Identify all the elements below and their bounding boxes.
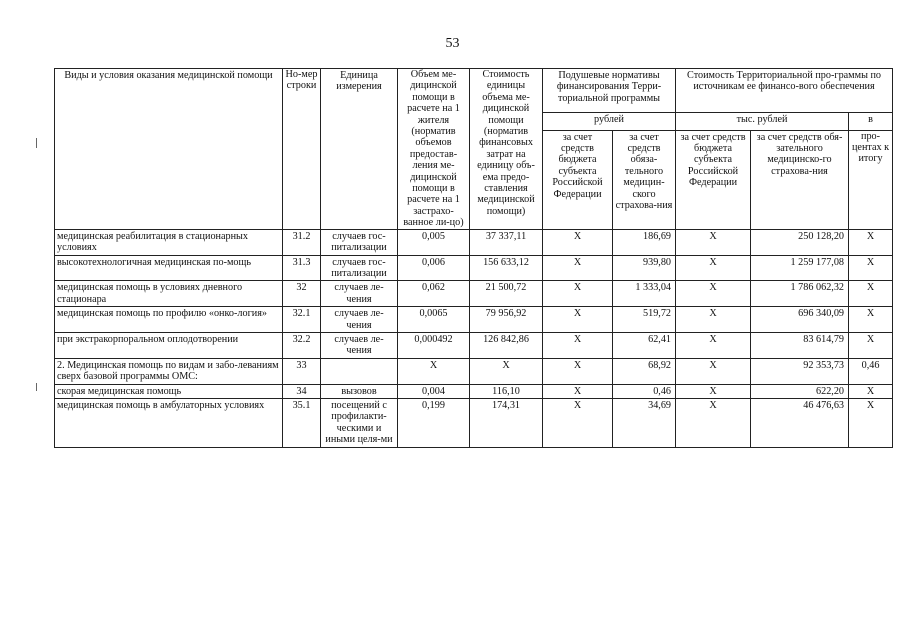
- row-cost: X: [470, 358, 543, 384]
- row-total-budget: X: [676, 384, 751, 398]
- row-volume: 0,000492: [398, 332, 470, 358]
- row-volume: 0,006: [398, 255, 470, 281]
- row-name: высокотехнологичная медицинская по-мощь: [55, 255, 283, 281]
- page-number: 53: [445, 36, 460, 51]
- row-number: 35.1: [283, 398, 321, 447]
- header-total-budget: за счет средств бюджета субъекта Российской Федерации: [676, 130, 751, 229]
- row-percent: 0,46: [849, 358, 893, 384]
- row-total-oms: 92 353,73: [751, 358, 849, 384]
- row-cost: 37 337,11: [470, 229, 543, 255]
- row-name: медицинская помощь в амбулаторных условиях: [55, 398, 283, 447]
- row-volume: 0,005: [398, 229, 470, 255]
- row-pc-oms: 1 333,04: [613, 281, 676, 307]
- row-total-budget: X: [676, 332, 751, 358]
- margin-mark: [36, 138, 37, 148]
- row-name: медицинская реабилитация в стационарных условиях: [55, 229, 283, 255]
- row-total-budget: X: [676, 358, 751, 384]
- row-unit: посещений с профилакти-ческими и иными целя-ми: [321, 398, 398, 447]
- row-total-oms: 46 476,63: [751, 398, 849, 447]
- row-unit: случаев гос-питализации: [321, 229, 398, 255]
- row-unit: вызовов: [321, 384, 398, 398]
- row-unit: случаев ле-чения: [321, 307, 398, 333]
- row-pc-oms: 62,41: [613, 332, 676, 358]
- row-cost: 21 500,72: [470, 281, 543, 307]
- row-total-oms: 1 259 177,08: [751, 255, 849, 281]
- row-number: 33: [283, 358, 321, 384]
- row-total-budget: X: [676, 307, 751, 333]
- table-row: [55, 332, 893, 358]
- row-cost: 116,10: [470, 384, 543, 398]
- row-pc-budget: X: [543, 398, 613, 447]
- table-row: [55, 384, 893, 398]
- table-row: [55, 229, 893, 255]
- row-cost: 126 842,86: [470, 332, 543, 358]
- row-total-budget: X: [676, 229, 751, 255]
- header-row-number: Но-мер строки: [283, 69, 321, 230]
- header-unit: Единица измерения: [321, 69, 398, 230]
- data-table: [54, 68, 893, 448]
- row-pc-budget: X: [543, 384, 613, 398]
- row-percent: X: [849, 398, 893, 447]
- row-pc-oms: 34,69: [613, 398, 676, 447]
- row-volume: 0,004: [398, 384, 470, 398]
- header-total-oms: за счет средств обя-зательного медицинско-го страхова-ния: [751, 130, 849, 229]
- row-name: 2. Медицинская помощь по видам и забо-леваниям сверх базовой программы ОМС:: [55, 358, 283, 384]
- row-number: 31.2: [283, 229, 321, 255]
- row-total-oms: 83 614,79: [751, 332, 849, 358]
- header-pc-budget: за счет средств бюджета субъекта Российской Федерации: [543, 130, 613, 229]
- row-pc-oms: 0,46: [613, 384, 676, 398]
- row-volume: 0,0065: [398, 307, 470, 333]
- row-name: при экстракорпоральном оплодотворении: [55, 332, 283, 358]
- row-pc-budget: X: [543, 332, 613, 358]
- row-total-budget: X: [676, 255, 751, 281]
- row-number: 32: [283, 281, 321, 307]
- row-name: медицинская помощь по профилю «онко-логия»: [55, 307, 283, 333]
- table-row: [55, 307, 893, 333]
- header-per-capita-unit: рублей: [543, 113, 676, 130]
- row-total-oms: 250 128,20: [751, 229, 849, 255]
- row-name: скорая медицинская помощь: [55, 384, 283, 398]
- header-kind: Виды и условия оказания медицинской помощи: [55, 69, 283, 230]
- row-pc-oms: 519,72: [613, 307, 676, 333]
- margin-mark: [36, 383, 37, 391]
- row-unit: [321, 358, 398, 384]
- row-pc-budget: X: [543, 307, 613, 333]
- row-name: медицинская помощь в условиях дневного стационара: [55, 281, 283, 307]
- header-percent-unit: в: [849, 113, 893, 130]
- row-cost: 79 956,92: [470, 307, 543, 333]
- table-row: [55, 255, 893, 281]
- row-total-oms: 696 340,09: [751, 307, 849, 333]
- row-number: 32.1: [283, 307, 321, 333]
- header-total-cost-group: Стоимость Территориальной про-граммы по источникам ее финансо-вого обеспечения: [676, 69, 893, 113]
- row-volume: X: [398, 358, 470, 384]
- row-percent: X: [849, 229, 893, 255]
- table-row: [55, 358, 893, 384]
- row-unit: случаев ле-чения: [321, 332, 398, 358]
- row-pc-oms: 186,69: [613, 229, 676, 255]
- row-volume: 0,199: [398, 398, 470, 447]
- row-number: 31.3: [283, 255, 321, 281]
- table-row: [55, 281, 893, 307]
- row-unit: случаев гос-питализации: [321, 255, 398, 281]
- row-total-oms: 1 786 062,32: [751, 281, 849, 307]
- header-total-unit: тыс. рублей: [676, 113, 849, 130]
- row-percent: X: [849, 307, 893, 333]
- row-total-budget: X: [676, 281, 751, 307]
- row-volume: 0,062: [398, 281, 470, 307]
- row-pc-budget: X: [543, 358, 613, 384]
- row-cost: 174,31: [470, 398, 543, 447]
- row-percent: X: [849, 384, 893, 398]
- row-percent: X: [849, 281, 893, 307]
- row-pc-budget: X: [543, 229, 613, 255]
- row-cost: 156 633,12: [470, 255, 543, 281]
- row-number: 32.2: [283, 332, 321, 358]
- row-pc-oms: 939,80: [613, 255, 676, 281]
- row-number: 34: [283, 384, 321, 398]
- row-total-oms: 622,20: [751, 384, 849, 398]
- row-unit: случаев ле-чения: [321, 281, 398, 307]
- row-pc-oms: 68,92: [613, 358, 676, 384]
- row-total-budget: X: [676, 398, 751, 447]
- header-volume: Объем ме-дицинской помощи в расчете на 1 жителя (норматив объемов предостав-ления ме-дицинской помощи в расчете на 1 застрахо-ванное ли-цо): [398, 69, 470, 230]
- header-percent: про-центах к итогу: [849, 130, 893, 229]
- row-percent: X: [849, 255, 893, 281]
- row-pc-budget: X: [543, 281, 613, 307]
- table-row: [55, 398, 893, 447]
- header-per-capita-group: Подушевые нормативы финансирования Терри-ториальной программы: [543, 69, 676, 113]
- row-pc-budget: X: [543, 255, 613, 281]
- header-pc-oms: за счет средств обяза-тельного медицин-ского страхова-ния: [613, 130, 676, 229]
- row-percent: X: [849, 332, 893, 358]
- header-cost: Стоимость единицы объема ме-дицинской помощи (норматив финансовых затрат на единицу объ-ема предо-ставления медицинской помощи): [470, 69, 543, 230]
